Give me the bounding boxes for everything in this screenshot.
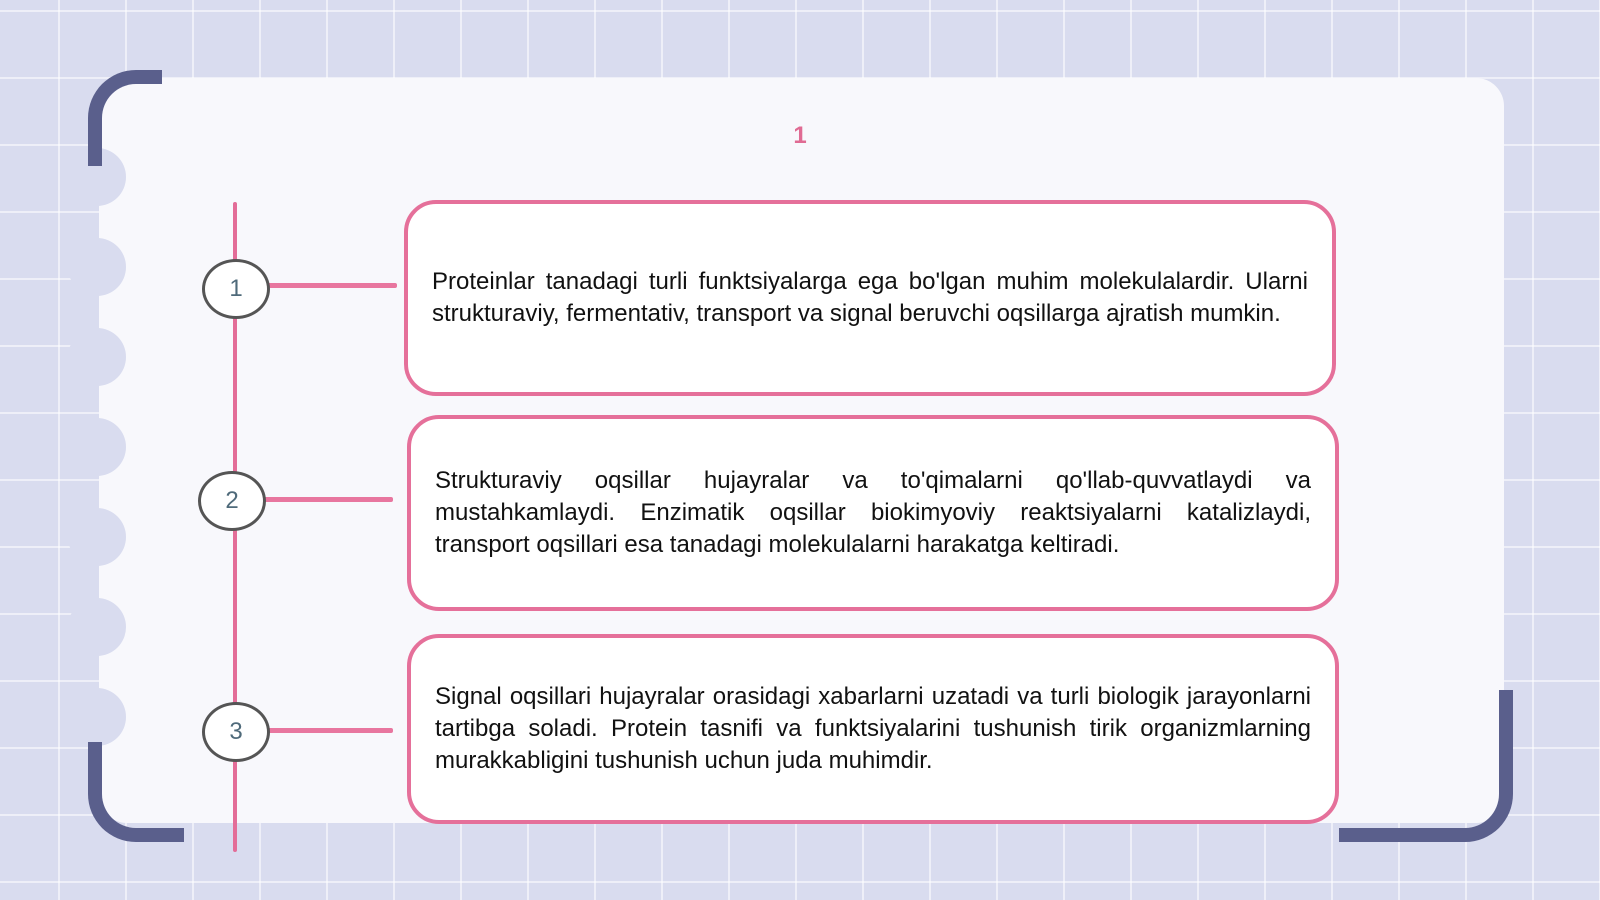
card-notch [68, 328, 126, 386]
step-box-2 [407, 415, 1339, 611]
card-notch [68, 238, 126, 296]
corner-bracket-top-left [88, 70, 162, 166]
timeline-connector-1 [267, 283, 397, 288]
step-text-1: Proteinlar tanadagi turli funktsiyalarga ega bo'lgan muhim molekulalardir. Ularni strukturaviy, fermentativ, transport va signal beruvchi oqsillarga ajratish mumkin. [432, 268, 1308, 327]
step-box-1 [404, 200, 1336, 396]
step-text-3: Signal oqsillari hujayralar orasidagi xabarlarni uzatadi va turli biologik jarayonlarni tartibga soladi. Protein tasnifi va funktsiyalarini tushunish tirik organizmlarning murakkabligini tushunish uchun juda muhimdir. [435, 683, 1311, 774]
step-number-circle-1: 1 [202, 259, 270, 319]
timeline-connector-3 [267, 728, 393, 733]
page-number: 1 [793, 122, 807, 149]
step-number-circle-3: 3 [202, 702, 270, 762]
timeline-connector-2 [263, 497, 393, 502]
corner-bracket-bottom-right [1339, 690, 1513, 842]
corner-bracket-bottom-left [88, 742, 184, 842]
card-notch [68, 688, 126, 746]
step-box-3 [407, 634, 1339, 824]
step-text-2: Strukturaviy oqsillar hujayralar va to'qimalarni qo'llab-quvvatlaydi va mustahkamlaydi. Enzimatik oqsillar biokimyoviy reaktsiyalarni katalizlaydi, transport oqsillari esa tanadagi molekulalarni harakatga keltiradi. [435, 467, 1311, 558]
step-number-circle-2: 2 [198, 471, 266, 531]
card-notch [68, 598, 126, 656]
card-notch [68, 508, 126, 566]
card-notch [68, 418, 126, 476]
